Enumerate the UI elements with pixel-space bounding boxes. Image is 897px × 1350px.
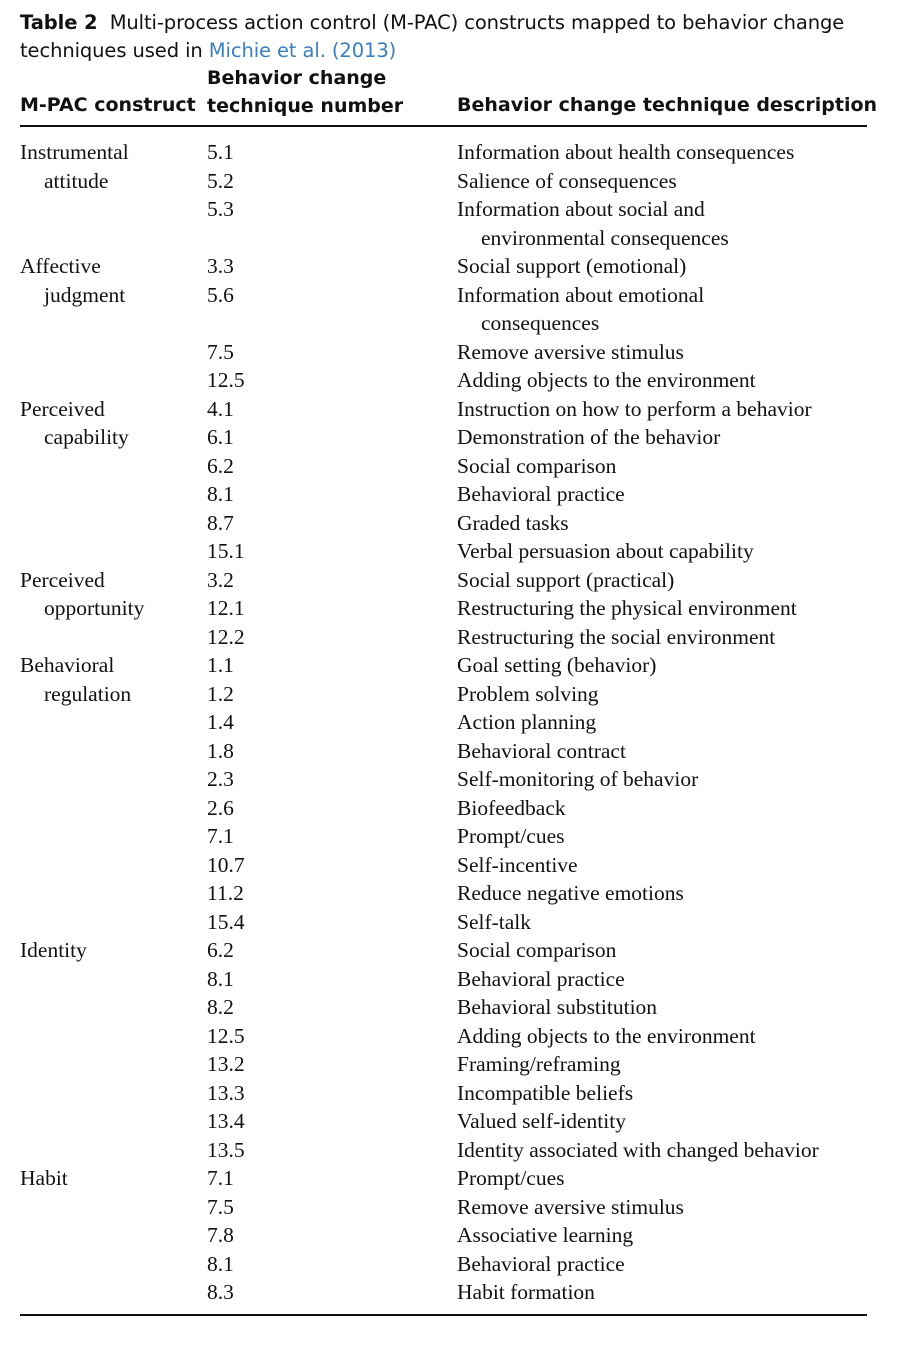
cell-description: Valued self-identity xyxy=(457,1109,626,1133)
cell-description: Restructuring the physical environment xyxy=(457,596,797,620)
table-row xyxy=(0,1022,897,1051)
cell-construct: Behavioral xyxy=(20,653,115,677)
table-row xyxy=(0,936,897,965)
cell-number: 6.2 xyxy=(207,453,234,478)
table-row xyxy=(0,1193,897,1222)
cell-number: 12.1 xyxy=(207,596,245,620)
table-row xyxy=(0,566,897,595)
cell-number: 7.5 xyxy=(207,339,234,364)
cell-number: 6.2 xyxy=(207,938,234,962)
cell-description: Social support (emotional) xyxy=(457,254,687,278)
table-row xyxy=(0,965,897,994)
cell-number: 7.1 xyxy=(207,824,234,848)
header-number xyxy=(207,64,403,120)
cell-description: Behavioral contract xyxy=(457,738,626,763)
cell-number: 10.7 xyxy=(207,852,245,877)
cell-description: Social comparison xyxy=(457,938,617,962)
cell-number: 5.6 xyxy=(207,282,234,307)
cell-number: 3.3 xyxy=(207,254,234,278)
table-row xyxy=(0,680,897,709)
cell-number: 3.2 xyxy=(207,567,234,592)
cell-description: Action planning xyxy=(457,710,597,734)
cell-description: Framing/reframing xyxy=(457,1052,621,1076)
table-row xyxy=(0,822,897,851)
cell-number: 8.1 xyxy=(207,966,234,991)
cell-description: Behavioral practice xyxy=(457,1251,625,1276)
header-rule xyxy=(20,125,867,127)
cell-description: Biofeedback xyxy=(457,795,566,820)
cell-description: Problem solving xyxy=(457,681,599,706)
cell-description: Demonstration of the behavior xyxy=(457,425,721,449)
bottom-rule xyxy=(20,1314,867,1316)
cell-description: Restructuring the social environment xyxy=(457,624,776,649)
cell-number: 13.4 xyxy=(207,1109,245,1133)
cell-description: Remove aversive stimulus xyxy=(457,339,684,364)
cell-construct: Perceived xyxy=(20,396,105,421)
cell-number: 7.1 xyxy=(207,1166,234,1190)
cell-number: 7.8 xyxy=(207,1223,234,1247)
cell-description: Salience of consequences xyxy=(457,168,677,193)
table-label: Table 2 xyxy=(20,11,98,34)
table-row xyxy=(0,623,897,652)
cell-number: 4.1 xyxy=(207,396,234,421)
cell-number: 2.3 xyxy=(207,767,234,791)
cell-construct: Instrumental xyxy=(20,140,129,164)
table-row xyxy=(0,452,897,481)
cell-description: Self-talk xyxy=(457,909,532,934)
cell-construct: Perceived xyxy=(20,567,105,592)
cell-number: 15.1 xyxy=(207,539,245,563)
cell-description: Remove aversive stimulus xyxy=(457,1194,684,1219)
table-row xyxy=(0,252,897,281)
cell-description: Adding objects to the environment xyxy=(457,368,756,392)
table-body xyxy=(0,138,897,1307)
table-row xyxy=(0,281,897,310)
cell-number: 11.2 xyxy=(207,881,244,905)
table-row xyxy=(0,708,897,737)
cell-construct: attitude xyxy=(44,168,109,193)
table-row xyxy=(0,224,897,253)
cell-number: 6.1 xyxy=(207,425,234,449)
table-row xyxy=(0,765,897,794)
cell-number: 13.5 xyxy=(207,1137,245,1162)
cell-description: Verbal persuasion about capability xyxy=(457,539,754,563)
table-row xyxy=(0,1221,897,1250)
cell-number: 1.4 xyxy=(207,710,234,734)
header-construct: M-PAC construct xyxy=(20,94,196,116)
cell-construct: capability xyxy=(44,425,129,449)
cell-description: Adding objects to the environment xyxy=(457,1023,756,1048)
cell-description: Graded tasks xyxy=(457,510,569,535)
table-row xyxy=(0,1250,897,1279)
table-row xyxy=(0,1136,897,1165)
table-caption xyxy=(20,9,880,65)
cell-number: 8.1 xyxy=(207,482,234,506)
cell-description: consequences xyxy=(481,311,600,335)
table-row xyxy=(0,537,897,566)
cell-description: Social comparison xyxy=(457,453,617,478)
table-row xyxy=(0,1278,897,1307)
table-row xyxy=(0,993,897,1022)
citation-link[interactable]: Michie et al. (2013) xyxy=(208,39,397,62)
cell-number: 13.2 xyxy=(207,1052,245,1076)
cell-number: 8.1 xyxy=(207,1251,234,1276)
cell-number: 15.4 xyxy=(207,909,245,934)
cell-description: Prompt/cues xyxy=(457,1166,565,1190)
table-row xyxy=(0,480,897,509)
cell-number: 1.8 xyxy=(207,738,234,763)
table-row xyxy=(0,594,897,623)
cell-construct: opportunity xyxy=(44,596,145,620)
cell-number: 1.1 xyxy=(207,653,234,677)
cell-construct: Habit xyxy=(20,1166,68,1190)
cell-description: environmental consequences xyxy=(481,225,729,250)
cell-description: Goal setting (behavior) xyxy=(457,653,657,677)
table-row xyxy=(0,851,897,880)
cell-number: 2.6 xyxy=(207,795,234,820)
header-number-line1: Behavior change xyxy=(207,67,387,89)
cell-description: Habit formation xyxy=(457,1280,595,1304)
table-row xyxy=(0,167,897,196)
table-row xyxy=(0,908,897,937)
cell-description: Prompt/cues xyxy=(457,824,565,848)
cell-number: 13.3 xyxy=(207,1080,245,1105)
cell-description: Associative learning xyxy=(457,1223,634,1247)
cell-construct: Identity xyxy=(20,938,87,962)
table-row xyxy=(0,1079,897,1108)
cell-description: Information about social and xyxy=(457,197,705,221)
table-row xyxy=(0,651,897,680)
cell-description: Self-incentive xyxy=(457,852,578,877)
cell-description: Incompatible beliefs xyxy=(457,1080,634,1105)
cell-number: 12.2 xyxy=(207,624,245,649)
table-row xyxy=(0,195,897,224)
cell-description: Self-monitoring of behavior xyxy=(457,767,699,791)
cell-number: 8.7 xyxy=(207,510,234,535)
table-row xyxy=(0,1050,897,1079)
table-row xyxy=(0,1164,897,1193)
table-row xyxy=(0,794,897,823)
table-row xyxy=(0,509,897,538)
table-row xyxy=(0,366,897,395)
cell-number: 12.5 xyxy=(207,368,245,392)
cell-construct: regulation xyxy=(44,681,132,706)
cell-number: 1.2 xyxy=(207,681,234,706)
table-row xyxy=(0,423,897,452)
header-number-line2: technique number xyxy=(207,95,404,117)
cell-description: Information about health consequences xyxy=(457,140,795,164)
cell-description: Behavioral practice xyxy=(457,482,625,506)
header-description: Behavior change technique description xyxy=(457,94,878,116)
cell-description: Reduce negative emotions xyxy=(457,881,684,905)
caption-text: Multi-process action control (M-PAC) constructs mapped to behavior change techniques used in xyxy=(20,11,845,62)
cell-construct: Affective xyxy=(20,254,101,278)
table-row xyxy=(0,309,897,338)
cell-number: 5.1 xyxy=(207,140,234,164)
table-row xyxy=(0,395,897,424)
cell-number: 12.5 xyxy=(207,1023,245,1048)
cell-number: 5.2 xyxy=(207,168,234,193)
cell-construct: judgment xyxy=(44,282,126,307)
table-row xyxy=(0,1107,897,1136)
cell-number: 7.5 xyxy=(207,1194,234,1219)
cell-number: 8.2 xyxy=(207,995,234,1019)
cell-description: Instruction on how to perform a behavior xyxy=(457,396,812,421)
cell-number: 8.3 xyxy=(207,1280,234,1304)
cell-description: Information about emotional xyxy=(457,282,705,307)
table-row xyxy=(0,879,897,908)
cell-number: 5.3 xyxy=(207,197,234,221)
cell-description: Identity associated with changed behavior xyxy=(457,1137,819,1162)
cell-description: Behavioral practice xyxy=(457,966,625,991)
table-row xyxy=(0,737,897,766)
cell-description: Behavioral substitution xyxy=(457,995,658,1019)
cell-description: Social support (practical) xyxy=(457,567,675,592)
table-row xyxy=(0,338,897,367)
table-row xyxy=(0,138,897,167)
